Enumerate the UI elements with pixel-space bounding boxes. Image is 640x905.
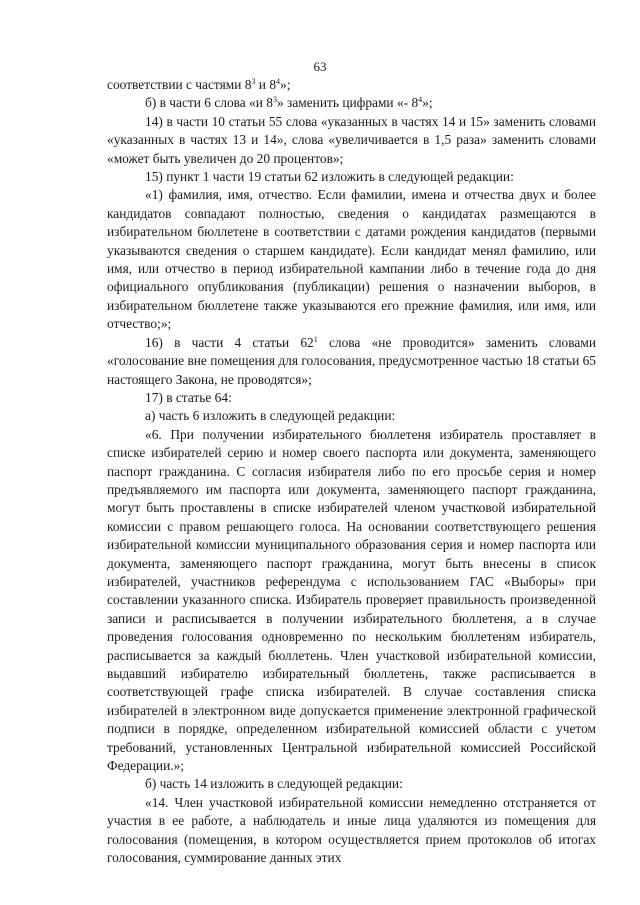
paragraph-text: »; [422,95,433,111]
paragraph-item-b [107,94,596,112]
paragraph-quote-1: «1) фамилия, имя, отчество. Если фамилии, имена и отчества двух и более кандидатов совпадают полностью, сведения о кандидатах размещаются в избирательном бюллетене в соответствии с датами рождения кандидатов (первыми указываются сведения о старшем кандидате). Если кандидат менял фамилию, или имя, или отчество в период избирательной кампании либо в течение года до дня официального опубликования (публикации) решения о назначении выборов, в избирательном бюллетене также указываются его прежние фамилия, или имя, или отчество;»; [107,187,596,332]
paragraph-item-a: а) часть 6 изложить в следующей редакции: [145,408,396,424]
paragraph-text: слова «не проводится» заменить словами «голосование вне помещения для голосования, предусмотренное частью 18 статьи 65 настоящего Закона, не проводятся»; [107,334,596,387]
paragraph-item-b2: б) часть 14 изложить в следующей редакции: [145,776,403,792]
paragraph-text: »; [280,77,291,92]
paragraph-text: соответствии с частями 8 [107,77,252,92]
superscript: 1 [313,334,318,344]
paragraph-text: 16) в части 4 статьи 62 [145,334,314,350]
superscript: 3 [251,77,256,86]
superscript: 4 [418,95,423,105]
paragraph-continuation [107,76,596,94]
paragraph-text: » заменить цифрами «- 8 [276,95,419,111]
paragraph-text: б) в части 6 слова «и 8 [145,95,273,111]
paragraph-item-16 [107,334,596,389]
page-number: 63 [313,59,327,74]
document-body [107,76,596,867]
paragraph-item-15: 15) пункт 1 части 19 статьи 62 изложить в следующей редакции: [145,169,514,185]
superscript: 3 [272,95,277,105]
paragraph-quote-6: «6. При получении избирательного бюллетеня избиратель проставляет в списке избирателей серию и номер своего паспорта или документа, заменяющего паспорт гражданина. С согласия избирателя либо по его просьбе серия и номер предъявляемого им паспорта или документа, заменяющего паспорт гражданина, могут быть проставлены в списке избирателей членом участковой избирательной комиссии с правом решающего голоса. На основании соответствующего решения избирательной комиссии муниципального образования серия и номер паспорта или документа, заменяющего паспорт гражданина, могут быть внесены в список избирателей, участников референдума с использованием ГАС «Выборы» при составлении указанного списка. Избиратель проверяет правильность произведенной записи и расписывается в получении избирательного бюллетеня, а в случае проведения голосования одновременно по нескольким бюллетеням избиратель, расписывается за каждый бюллетень. Член участковой избирательной комиссии, выдавший избирателю избирательный бюллетень, также расписывается в соответствующей графе списка избирателей. В случае составления списка избирателей в электронном виде допускается применение электронной графической подписи в порядке, определенном избирательной комиссией области с учетом требований, установленных Центральной избирательной комиссией Российской Федерации.»; [107,426,596,774]
paragraph-item-17: 17) в статье 64: [145,389,232,405]
superscript: 4 [276,77,281,86]
paragraph-quote-14: «14. Член участковой избирательной комиссии немедленно отстраняется от участия в ее работе, а наблюдатель и иные лица удаляются из помещения для голосования (помещения, в котором осуществляется прием протоколов об итогах голосования, суммирование данных этих [107,794,596,866]
paragraph-text: и 8 [255,77,277,92]
paragraph-item-14: 14) в части 10 статьи 55 слова «указанных в частях 14 и 15» заменить словами «указанных в частях 13 и 14», слова «увеличивается в 1,5 раза» заменить словами «может быть увеличен до 20 процентов»; [107,113,596,166]
